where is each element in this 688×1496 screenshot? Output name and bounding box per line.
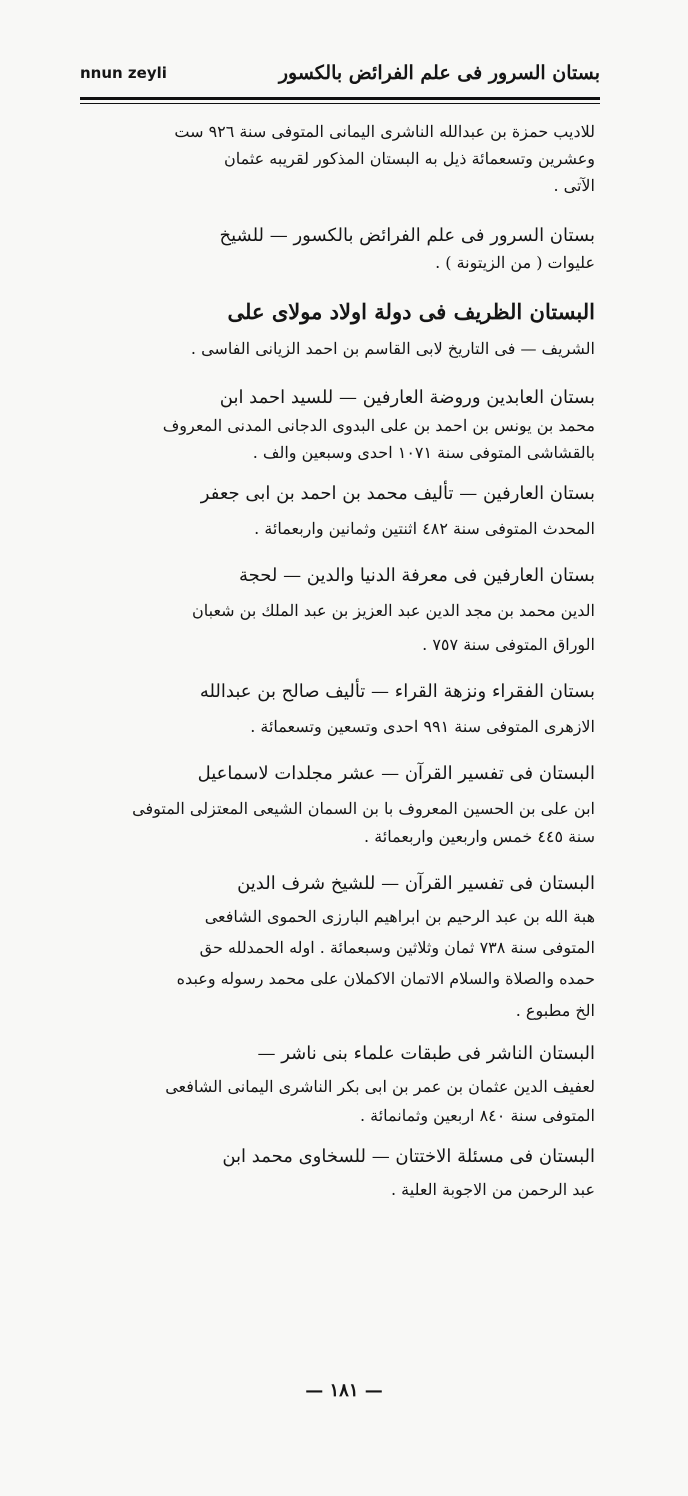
text-line: الازهرى المتوفى سنة ٩٩١ احدى وتسعين وتسعمائة . (250, 717, 595, 736)
header-left-text: nnun zeyli (80, 64, 167, 82)
entry-heading-line: بستان العارفين فى معرفة الدنيا والدين — لحجة (238, 565, 595, 587)
text-line: عبد الرحمن من الاجوبة العلية . (390, 1180, 595, 1200)
running-header (80, 62, 600, 98)
text-line: للاديب حمزة بن عبدالله الناشرى اليمانى المتوفى سنة ٩٢٦ ست (174, 122, 595, 141)
text-line: هبة الله بن عبد الرحيم بن ابراهيم البارزى الحموى الشافعى (204, 906, 595, 926)
text-line: بالقشاشى المتوفى سنة ١٠٧١ احدى وسبعين والف . (252, 442, 595, 462)
text-line: عليوات ( من الزيتونة ) . (435, 252, 595, 272)
text-line: المتوفى سنة ٧٣٨ ثمان وثلاثين وسبعمائة . اوله الحمدلله حق (199, 938, 595, 958)
page-body (95, 118, 595, 1204)
text-line: الوراق المتوفى سنة ٧٥٧ . (422, 634, 595, 654)
text-line: وعشرين وتسعمائة ذيل به البستان المذكور لقريبه عثمان (223, 149, 595, 169)
text-line: المحدث المتوفى سنة ٤٨٢ اثنتين وثمانين واربعمائة . (254, 519, 595, 539)
text-line: الدين محمد بن مجد الدين عبد العزيز بن عبد الملك بن شعبان (191, 601, 595, 621)
entry-heading-line: بستان السرور فى علم الفرائض بالكسور — للشيخ (219, 224, 595, 246)
header-rule-thin (80, 103, 600, 104)
text-line: الخ مطبوع . (515, 1000, 595, 1020)
header-title: بستان السرور فى علم الفرائض بالكسور (278, 62, 600, 84)
page-number: — ١٨١ — (305, 1380, 383, 1401)
entry-heading-line: البستان فى تفسير القرآن — عشر مجلدات لاسماعيل (197, 763, 595, 785)
text-line: سنة ٤٤٥ خمس واربعين واربعمائة . (364, 826, 595, 846)
text-line: محمد بن يونس بن احمد بن على البدوى الدجانى المدنى المعروف (162, 415, 595, 435)
entry-heading-line: بستان الفقراء ونزهة القراء — تأليف صالح بن عبدالله (199, 680, 595, 702)
entry-heading-line: بستان العابدين وروضة العارفين — للسيد احمد ابن (219, 387, 595, 409)
entry-heading-line: البستان فى تفسير القرآن — للشيخ شرف الدين (237, 872, 595, 894)
text-line: الآتى . (553, 176, 595, 196)
text-line: لعفيف الدين عثمان بن عمر بن ابى بكر الناشرى اليمانى الشافعى (165, 1076, 595, 1096)
text-line: ابن على بن الحسين المعروف با بن السمان الشيعى المعتزلى المتوفى (132, 799, 595, 819)
entry-heading-line: البستان الناشر فى طبقات علماء بنى ناشر — (257, 1042, 595, 1064)
header-rule-thick (80, 97, 600, 100)
text-line: الشريف — فى التاريخ لابى القاسم بن احمد الزيانى الفاسى . (190, 339, 595, 359)
text-line: حمده والصلاة والسلام الاتمان الاكملان على محمد رسوله وعبده (176, 969, 595, 989)
entry-heading-line: بستان العارفين — تأليف محمد بن احمد بن ابى جعفر (200, 482, 595, 504)
entry-heading-line: البستان فى مسئلة الاختتان — للسخاوى محمد ابن (222, 1146, 595, 1168)
entry-heading-line: البستان الظريف فى دولة اولاد مولاى على (227, 298, 595, 324)
text-line: المتوفى سنة ٨٤٠ اربعين وثمانمائة . (359, 1106, 595, 1126)
